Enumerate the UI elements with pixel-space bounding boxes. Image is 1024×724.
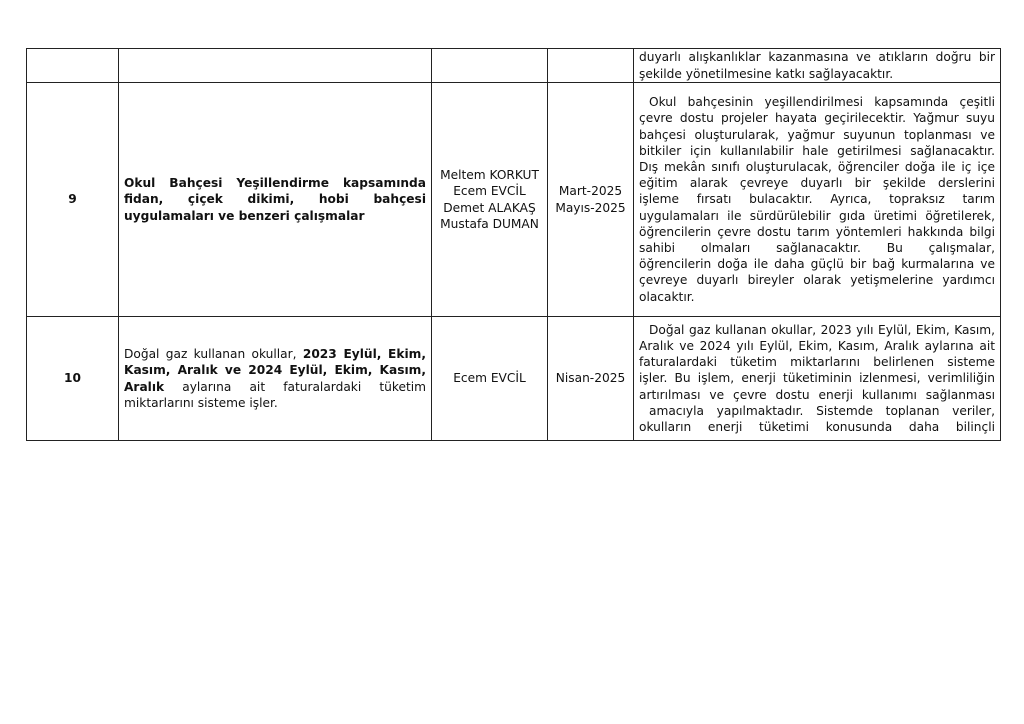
- description-line: Aralık ve 2024 yılı Eylül, Ekim, Kasım, Aralık aylarına ait: [639, 338, 995, 353]
- responsible-person: Mustafa DUMAN: [440, 216, 539, 231]
- task-cell: [119, 83, 432, 317]
- description-line: bahçesi oluşturularak, yağmur suyunun toplanması ve: [639, 127, 995, 142]
- description-line: duyarlı alışkanlıklar kazanmasına ve atıkların doğru bir: [639, 50, 995, 65]
- description-cell: [634, 317, 1001, 441]
- description-line: sahibi olmaları sağlanacaktır. Bu çalışmalar,: [639, 241, 995, 255]
- row-number-cell: [27, 49, 119, 83]
- description-line: amacıyla yapılmaktadır. Sistemde toplanan veriler,: [649, 403, 995, 418]
- description-line: artırılması ve çevre dostu enerji kullanımı sağlanması: [639, 387, 995, 402]
- description-line: işler. Bu işlem, enerji tüketiminin izlenmesi, verimliliğin: [639, 371, 995, 386]
- description-line: Dış mekân sınıfı oluşturulacak, öğrenciler doğa ile iç içe: [639, 159, 995, 174]
- responsible-person: Meltem KORKUT: [440, 168, 539, 183]
- task-cell: [119, 49, 432, 83]
- date-cell: [548, 83, 634, 317]
- description-line: işleme fırsatı bulacaktır. Ayrıca, topraksız tarım: [639, 192, 995, 207]
- responsible-person: Ecem EVCİL: [453, 184, 526, 199]
- date-cell: [548, 49, 634, 83]
- responsible-cell: [432, 83, 548, 317]
- description-cell: [634, 49, 1001, 83]
- activity-plan-table: [26, 48, 1001, 441]
- description-line: faturalardaki tüketim miktarlarını belirlenen sisteme: [639, 355, 995, 370]
- row-number-cell: 9: [27, 83, 119, 317]
- responsible-person: Ecem EVCİL: [453, 371, 526, 386]
- responsible-cell: [432, 49, 548, 83]
- description-line: bitkiler için kullanılabilir hale getirilmesi sağlanacaktır.: [639, 143, 995, 158]
- description-line: uygulamaları ile sürdürülebilir gıda üretimi öğretilerek,: [639, 208, 995, 223]
- description-line: öğrencilerin çevre dostu tarım yöntemleri hakkında bilgi: [639, 224, 995, 239]
- start-date: Mart-2025: [558, 184, 623, 199]
- description-line: çevreye duyarlı bireyler olarak yetişmelerine yardımcı: [639, 273, 995, 288]
- responsible-cell: [432, 317, 548, 441]
- description-line: Doğal gaz kullanan okullar, 2023 yılı Eylül, Ekim, Kasım,: [649, 322, 995, 337]
- description-line: çevre dostu projeler hayata geçirilecektir. Yağmur suyu: [639, 111, 995, 126]
- description-line: eğitim alarak çevreye duyarlı bir şekilde derslerini: [639, 176, 995, 191]
- row-number-cell: 10: [27, 317, 119, 441]
- description-line: olacaktır.: [639, 289, 695, 304]
- table-row: [27, 49, 1001, 83]
- table-row: [27, 83, 1001, 317]
- description-line: öğrencilerin doğa ile daha güçlü bir bağ kurmalarına ve: [639, 257, 995, 272]
- responsible-person: Demet ALAKAŞ: [443, 200, 536, 215]
- task-text-part: aylarına ait faturalardaki tüketim miktarlarını sisteme işler.: [124, 379, 426, 410]
- description-cell: [634, 83, 1001, 317]
- description-line: okulların enerji tüketimi konusunda daha bilinçli: [639, 420, 995, 434]
- description-line: şekilde yönetilmesine katkı sağlayacaktır.: [639, 66, 894, 81]
- task-text-part: Doğal gaz kullanan okullar,: [124, 347, 303, 362]
- table-row: [27, 317, 1001, 441]
- task-cell: [119, 317, 432, 441]
- task-text: Okul Bahçesi Yeşillendirme kapsamında fidan, çiçek dikimi, hobi bahçesi uygulamaları ve benzeri çalışmalar: [124, 176, 426, 223]
- date-cell: [548, 317, 634, 441]
- task-text-part-bold: 2023 Eylül, Ekim, Kasım, Aralık ve 2024 Eylül, Ekim, Kasım, Aralık: [124, 347, 426, 394]
- start-date: Nisan-2025: [555, 371, 626, 386]
- end-date: Mayıs-2025: [555, 200, 626, 215]
- description-line: Okul bahçesinin yeşillendirilmesi kapsamında çeşitli: [649, 95, 995, 110]
